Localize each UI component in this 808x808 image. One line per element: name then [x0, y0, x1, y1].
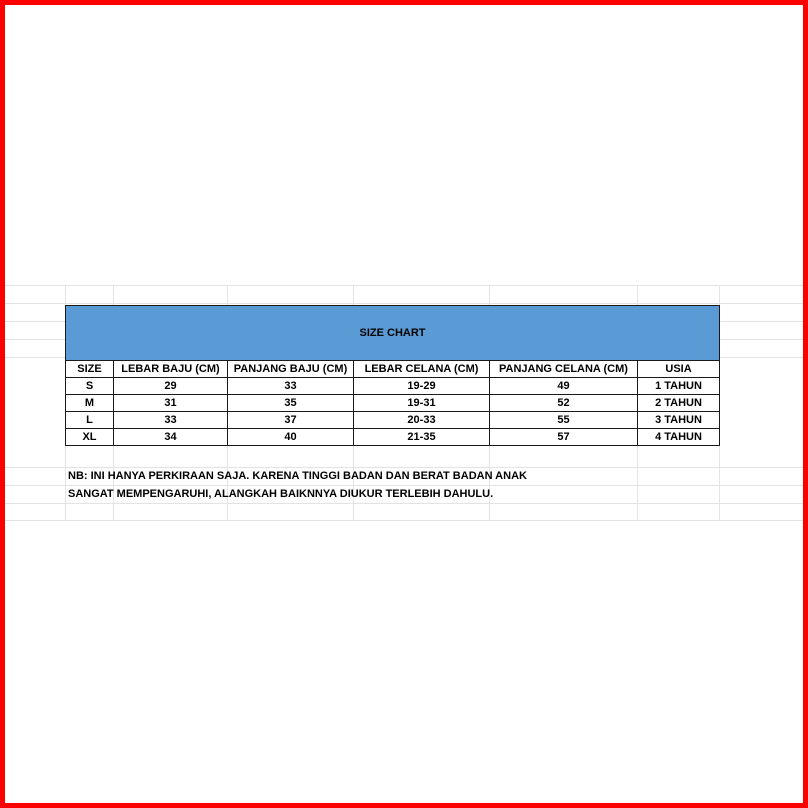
header-lebar-baju: LEBAR BAJU (CM) [114, 361, 228, 378]
header-usia: USIA [638, 361, 720, 378]
cell-lebar-baju: 29 [114, 378, 228, 395]
cell-lebar-celana: 20-33 [354, 412, 490, 429]
cell-lebar-celana: 19-29 [354, 378, 490, 395]
cell-lebar-baju: 34 [114, 429, 228, 446]
cell-panjang-celana: 52 [490, 395, 638, 412]
header-lebar-celana: LEBAR CELANA (CM) [354, 361, 490, 378]
cell-size: L [66, 412, 114, 429]
cell-panjang-celana: 55 [490, 412, 638, 429]
note-line-1: NB: INI HANYA PERKIRAAN SAJA. KARENA TINGGI BADAN DAN BERAT BADAN ANAK [68, 470, 527, 482]
cell-panjang-baju: 33 [228, 378, 354, 395]
size-chart-title: SIZE CHART [66, 306, 720, 361]
header-panjang-baju: PANJANG BAJU (CM) [228, 361, 354, 378]
cell-lebar-celana: 19-31 [354, 395, 490, 412]
table-row [66, 395, 720, 412]
cell-lebar-baju: 33 [114, 412, 228, 429]
cell-lebar-celana: 21-35 [354, 429, 490, 446]
cell-panjang-baju: 37 [228, 412, 354, 429]
header-panjang-celana: PANJANG CELANA (CM) [490, 361, 638, 378]
cell-panjang-baju: 35 [228, 395, 354, 412]
cell-lebar-baju: 31 [114, 395, 228, 412]
cell-panjang-celana: 49 [490, 378, 638, 395]
table-row [66, 412, 720, 429]
cell-usia: 1 TAHUN [638, 378, 720, 395]
cell-usia: 3 TAHUN [638, 412, 720, 429]
table-row [66, 378, 720, 395]
cell-panjang-baju: 40 [228, 429, 354, 446]
cell-size: XL [66, 429, 114, 446]
cell-usia: 2 TAHUN [638, 395, 720, 412]
table-header-row [66, 361, 720, 378]
table-row [66, 429, 720, 446]
cell-panjang-celana: 57 [490, 429, 638, 446]
cell-size: S [66, 378, 114, 395]
size-chart-table [65, 305, 720, 446]
header-size: SIZE [66, 361, 114, 378]
cell-size: M [66, 395, 114, 412]
cell-usia: 4 TAHUN [638, 429, 720, 446]
note-line-2: SANGAT MEMPENGARUHI, ALANGKAH BAIKNNYA DIUKUR TERLEBIH DAHULU. [68, 488, 494, 500]
